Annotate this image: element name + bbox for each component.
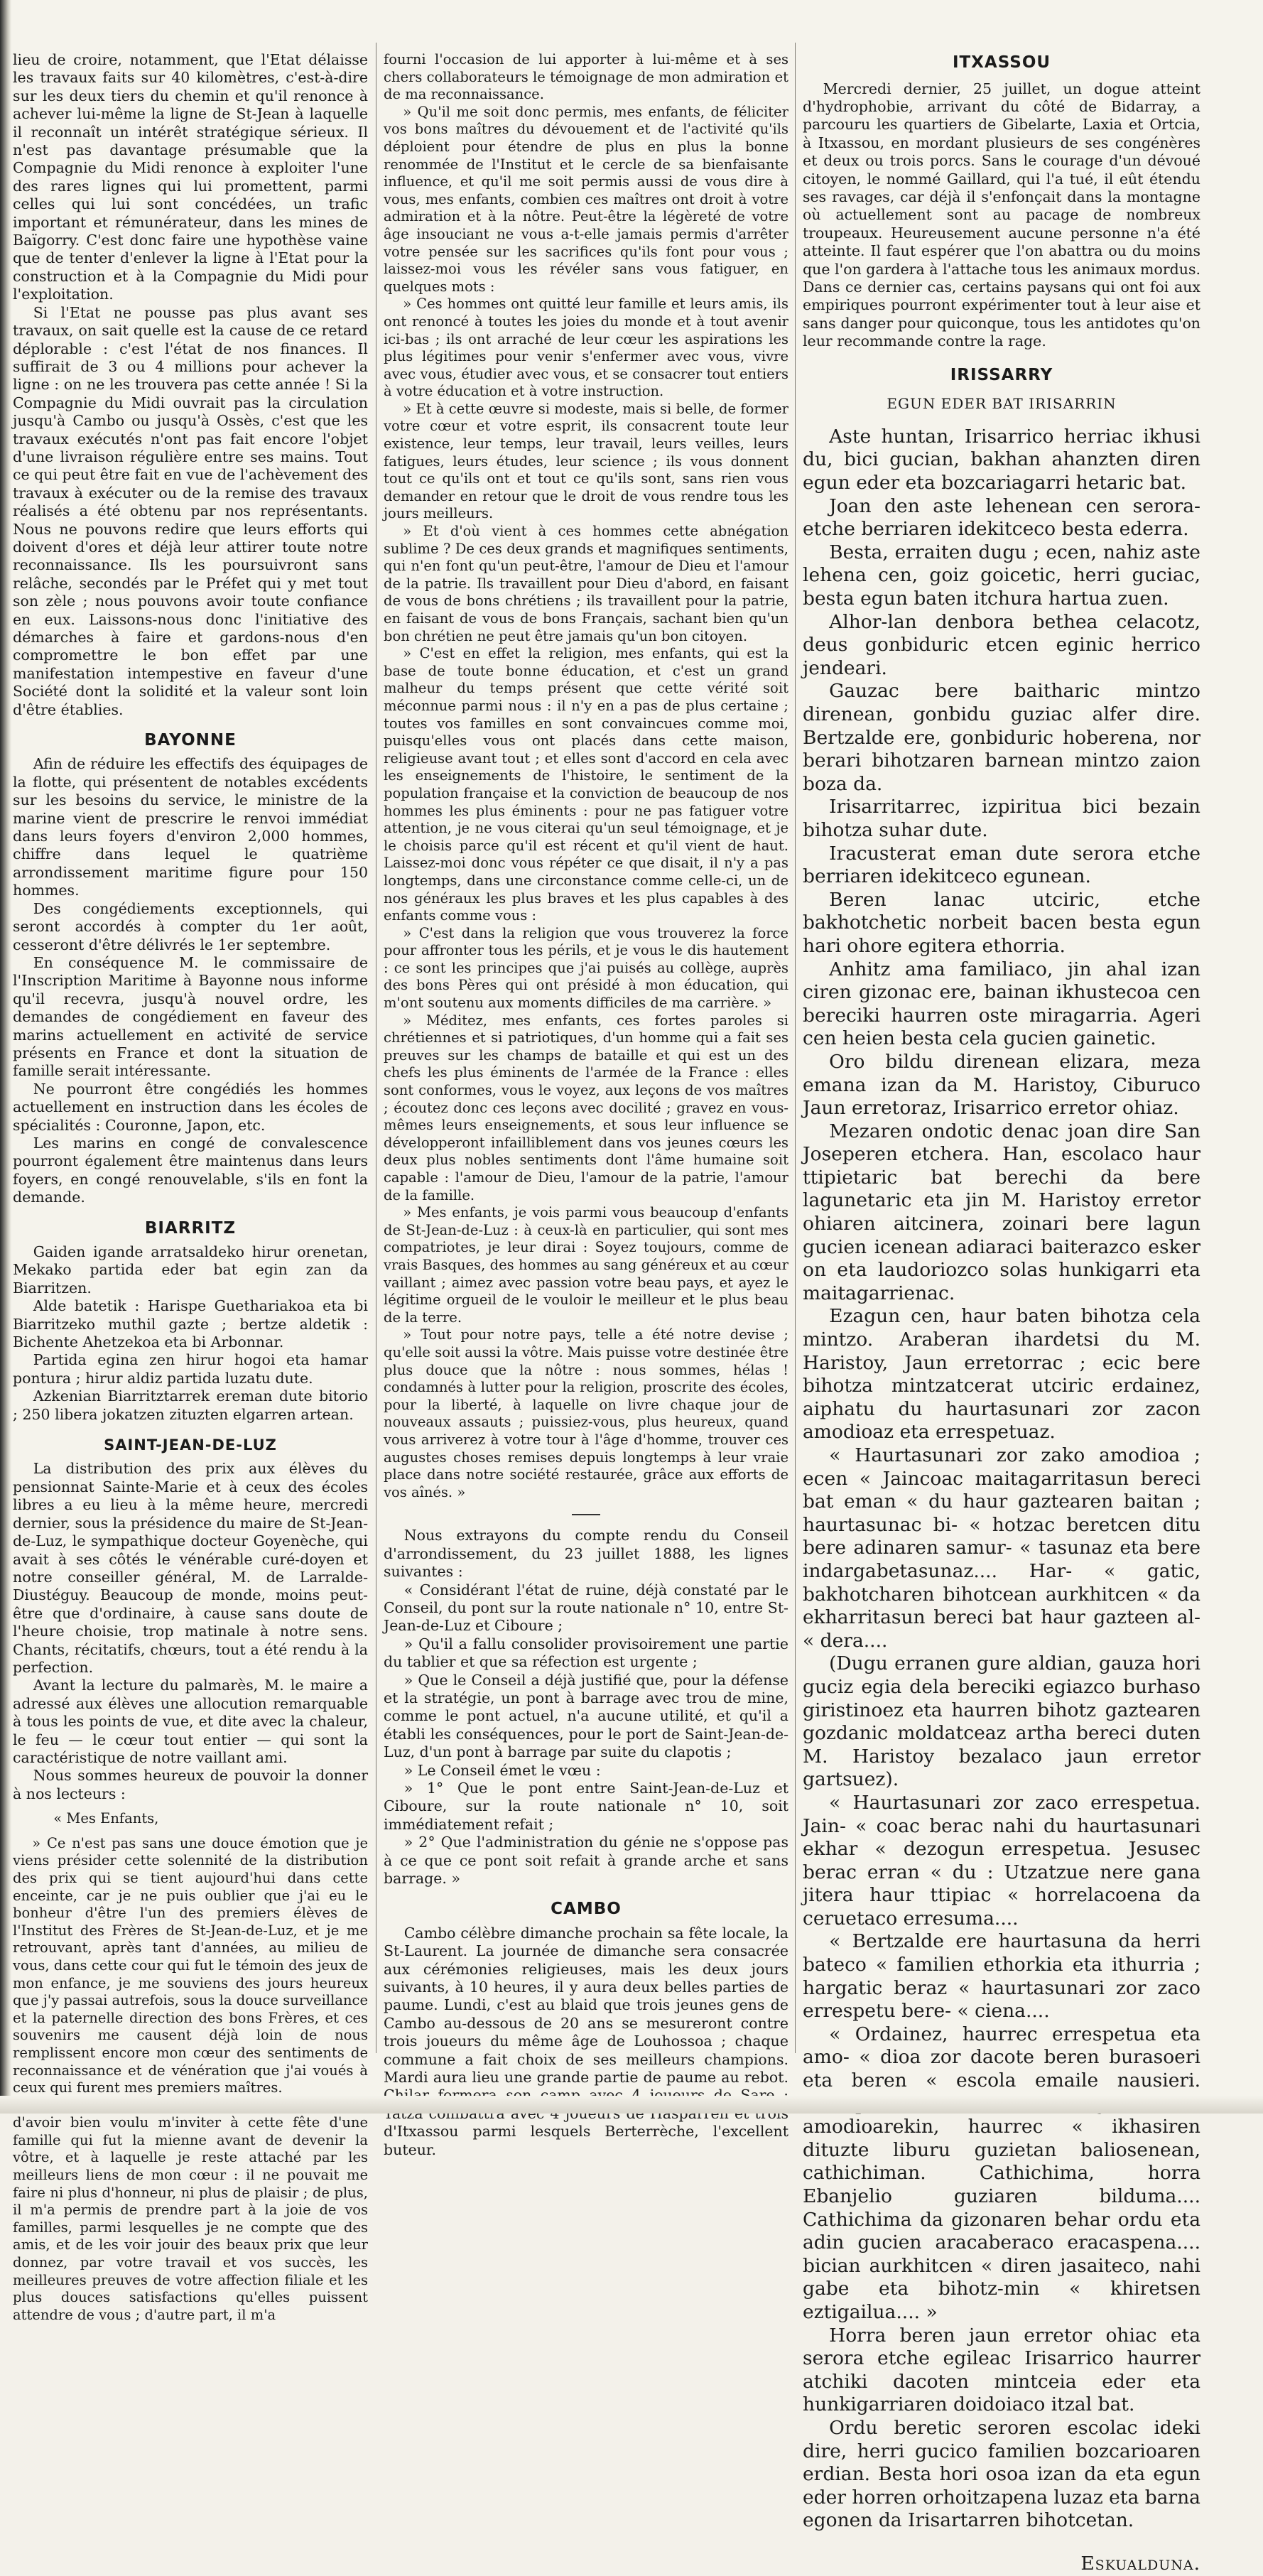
speech-paragraph: d'avoir bien voulu m'inviter à cette fête d'une famille qui fut la mienne avant de devenir la vôtre, et à laquelle je reste attaché par les meilleurs liens de mon cœur : il ne pouvait me faire ni plus d'honneur, ni plus de plaisir ; de plus, il m'a permis de prendre part à la joie de vos familles, parmi lesquelles je ne compte que des amis, et de les voir jouir des beaux prix que leur donnez, par votre travail et vos succès, les meilleures preuves de votre affection filiale et les plus douces satisfactions qu'elles puissent attendre de vous ; d'autre part, il m'a xyxy=(13,2114,368,2323)
article-paragraph: Les marins en congé de convalescence pourront également être maintenus dans leurs foyers, en congé renouvelable, s'ils en font la demande. xyxy=(13,1134,368,1206)
article-paragraph: Mercredi dernier, 25 juillet, un dogue atteint d'hydrophobie, arrivant du côté de Bidarray, a parcouru les quartiers de Gibelarte, Laxia et Ortcia, à Itxassou, en mordant plusieurs de ses congénères et deux ou trois porcs. Sans le courage d'un dévoué citoyen, le nommé Gaillard, qui l'a tué, il eût étendu ses ravages, car déjà il s'enfonçait dans la montagne où actuellement sont au pacage de nombreux troupeaux. Heureusement aucune personne n'a été atteinte. Il faut espérer que l'on abattra ou du moins que l'on gardera à l'attache tous les animaux mordus. Dans ce dernier cas, certains paysans qui ont foi aux empiriques pourront expérimenter tout à leur aise et sans danger pour quiconque, tous les antidotes qu'on leur recommande contre la rage. xyxy=(803,80,1200,350)
section-divider xyxy=(572,1514,600,1515)
article-paragraph: Oro bildu direnean elizara, meza emana izan da M. Haristoy, Ciburuco Jaun erretoraz, Irisarrico erretor ohiaz. xyxy=(803,1050,1200,1120)
page-bottom-edge xyxy=(0,2096,1263,2114)
article-paragraph: » Le Conseil émet le vœu : xyxy=(403,1761,601,1779)
article-paragraph: Beren lanac utciric, etche bakhotchetic norbeit bacen besta egun hari ohore egitera ethorria. xyxy=(803,888,1200,957)
column-left xyxy=(13,51,368,2323)
article-paragraph: En conséquence M. le commissaire de l'Inscription Maritime à Bayonne nous informe qu'il recevra, jusqu'à nouvel ordre, les demandes de congédiement en faveur des marins actuellement en activité de service présents en France et dont la situation de famille serait intéressante. xyxy=(13,953,368,1080)
speech-salutation: « Mes Enfants, xyxy=(53,1810,159,1827)
article-paragraph: » 2° Que l'administration du génie ne s'oppose pas à ce que ce pont soit refait à grande arche et sans barrage. » xyxy=(384,1834,788,1887)
section-heading-itxassou: ITXASSOU xyxy=(952,53,1051,72)
speech-paragraph: » Et à cette œuvre si modeste, mais si belle, de former votre cœur et votre esprit, ils consacrent toute leur existence, leur temps, leur travail, leurs veilles, leurs fatigues, leurs études, leur science ; ils vous donnent tout ce qu'ils ont et tout ce qu'ils sont, sans rien vous demander en retour que le droit de vous rendre tous les jours meilleurs. xyxy=(384,400,788,522)
article-paragraph: » Qu'il a fallu consolider provisoirement une partie du tablier et que sa réfection est urgente ; xyxy=(384,1635,788,1671)
speech-paragraph: » Mes enfants, je vois parmi vous beaucoup d'enfants de St-Jean-de-Luz : à ceux-là en particulier, qui sont mes compatriotes, je leur dirai : Soyez toujours, comme de vrais Basques, des hommes au sang généreux et au cœur vaillant ; aimez avec passion votre beau pays, et ayez le légitime orgueil de le vouloir le meilleur et le plus beau de la terre. xyxy=(384,1204,788,1326)
quoted-paragraph: « Haurtasunari zor zako amodioa ; ecen « Jaincoac maitagarritasun bereci bat eman « du haur gaztearen baitan ; haurtasunac bi- « hotzac beretcen ditu bere adinaren samur- « tasunaz eta bere indargabetasunaz.... Har- « gatic, bakhotcharen bihotcean aurkhitcen « da ekharritasun bereci bat haur gazteen al- « dera.... xyxy=(803,1444,1200,1652)
speech-paragraph: » Et d'où vient à ces hommes cette abnégation sublime ? De ces deux grands et magnifiques sentiments, qui n'en font qu'un peut-être, l'amour de Dieu et l'amour de la patrie. Ils travaillent pour Dieu d'abord, en faisant de vous de bons chrétiens ; ils travaillent pour la patrie, en faisant de vous de bons Français, sachant bien qu'un bon chrétien ne peut être jamais qu'un bon citoyen. xyxy=(384,523,788,644)
article-paragraph: Nous extrayons du compte rendu du Conseil d'arrondissement, du 23 juillet 1888, les lignes suivantes : xyxy=(384,1527,788,1581)
speech-paragraph: fourni l'occasion de lui apporter à lui-même et à ses chers collaborateurs le témoignage de mon admiration et de ma reconnaissance. xyxy=(384,51,788,103)
article-paragraph: Nous sommes heureux de pouvoir la donner à nos lecteurs : xyxy=(13,1767,368,1802)
column-right xyxy=(803,51,1200,2575)
article-paragraph: Iracusterat eman dute serora etche berriaren idekitceco egunean. xyxy=(803,842,1200,888)
article-paragraph: Irisarritarrec, izpiritua bici bezain bihotza suhar dute. xyxy=(803,796,1200,841)
quoted-paragraph: « Ordainez, haurrec errespetua eta amo- « dioa zor dacote beren burasoeri eta beren « escola emaile nausieri. amodioarekin, haurrec « ikhasiren dituzte liburu guzietan baliosenean, cathichiman. Cathichima, horra Ebanjelio guziaren bilduma.... Cathichima da gizonaren behar ordu eta adin gucien aracaberaco eracaspena.... bician aurkhitcen « diren jasaiteco, nahi gabe eta bihotz-min « khiretsen eztigailua.... » xyxy=(803,2023,1200,2323)
quoted-paragraph: « Bertzalde ere haurtasuna da herri bateco « familien ethorkia eta ithurria ; hargatic beraz « haurtasunari zor zaco errespetu bere- « ciena.... xyxy=(803,1930,1200,2023)
article-paragraph: Ne pourront être congédiés les hommes actuellement en instruction dans les écoles de spécialités : Couronne, Japon, etc. xyxy=(13,1080,368,1134)
article-paragraph: « Considérant l'état de ruine, déjà constaté par le Conseil, du pont sur la route nationale n° 10, entre St-Jean-de-Luz et Ciboure ; xyxy=(384,1581,788,1635)
article-paragraph: (Dugu erranen gure aldian, gauza hori guciz egia dela bereciki egiazco burhaso giristinoez eta haurren bihotz gaztearen gozdanic moldatceaz artha bereci duten M. Haristoy bezalaco jaun erretor gartsuez). xyxy=(803,1652,1200,1791)
article-paragraph: Ordu beretic seroren escolac ideki dire, herri gucico familien bozcarioaren erdian. Besta hori osoa izan da eta egun eder horren orhoitzapena luzaz eta barna egonen da Irisartarren bihotcetan. xyxy=(803,2416,1200,2532)
article-signature: Eskualduna. xyxy=(1080,2552,1200,2575)
quoted-paragraph: « Haurtasunari zor zaco errespetua. Jain- « coac berac nahi du haurtasunari ekhar « dezogun errespetua. Jesusec berac erran « du : Utzatzue nere gana jitera haur ttipiac « horrelacoena da ceruetaco erresuma.... xyxy=(803,1791,1200,1930)
speech-paragraph: » C'est dans la religion que vous trouverez la force pour affronter tous les périls, et je vous le dis hautement : ce sont les principes que j'ai puisés au collège, auprès des bons Pères qui ont présidé à mon éducation, qui m'ont soutenu aux moments difficiles de ma carrière. » xyxy=(384,924,788,1012)
speech-paragraph: » Méditez, mes enfants, ces fortes paroles si chrétiennes et si patriotiques, d'un homme qui a fait ses preuves sur les champs de bataille et qui est un des chefs les plus éminents de l'armée de la France : elles sont conformes, vous le voyez, aux leçons de vos maîtres ; écoutez donc ces leçons avec docilité ; gravez en vous-mêmes leurs enseignements, et sous leur influence se développeront infailliblement dans vos jeunes cœurs les deux plus nobles sentiments dont l'âme humaine soit capable : l'amour de Dieu, l'amour de la patrie, l'amour de la famille. xyxy=(384,1012,788,1203)
article-paragraph: Aste huntan, Irisarrico herriac ikhusi du, bici gucian, bakhan ahanzten diren egun eder eta bozcariagarri hetaric bat. xyxy=(803,425,1200,494)
section-heading-irissarry: IRISSARRY xyxy=(950,365,1053,384)
article-paragraph: » Que le Conseil a déjà justifié que, pour la défense et la stratégie, un pont à barrage avec trou de mine, comme le pont actuel, n'a aucune utilité, et qu'il a établi les conséquences, pour le port de Saint-Jean-de-Luz, d'un pont à barrage par suite du clapotis ; xyxy=(384,1671,788,1761)
article-paragraph: » 1° Que le pont entre Saint-Jean-de-Luz et Ciboure, sur la route nationale n° 10, soit immédiatement refait ; xyxy=(384,1779,788,1833)
section-heading-bayonne: BAYONNE xyxy=(144,731,237,750)
speech-paragraph: » Ce n'est pas sans une douce émotion que je viens présider cette solennité de la distribution des prix qui se tient aujourd'hui dans cette enceinte, car je ne puis oublier que j'ai eu le bonheur d'être l'un des premiers élèves de l'Institut des Frères de St-Jean-de-Luz, et je me retrouvant, après tant d'années, au milieu de vous, dans cette cour qui fut le témoin des jeux de mon enfance, je me souviens des jours heureux que j'y passai autrefois, sous la douce surveillance et la paternelle direction des bons Frères, et ces souvenirs me causent déjà loin de nous remplissent encore mon cœur des sentiments de reconnaissance et de vénération que j'ai voués à ceux qui furent mes premiers maîtres. xyxy=(13,1834,368,2096)
article-paragraph: Joan den aste lehenean cen serora-etche berriaren idekitceco besta ederra. xyxy=(803,494,1200,541)
page-edge-shadow xyxy=(0,0,11,2114)
article-paragraph: Avant la lecture du palmarès, M. le maire a adressé aux élèves une allocution remarquable à tous les points de vue, et dite avec la chaleur, le feu — le cœur tout entier — qui sont la caractéristique de notre vaillant ami. xyxy=(13,1677,368,1766)
column-rule xyxy=(795,43,796,2053)
article-paragraph: Afin de réduire les effectifs des équipages de la flotte, qui présentent de notables excédents sur les besoins du service, le ministre de la marine vient de prescrire le renvoi immédiat dans leurs foyers d'environ 2,000 hommes, chiffre dans lequel le quatrième arrondissement maritime figure pour 150 hommes. xyxy=(13,755,368,899)
section-heading-cambo: CAMBO xyxy=(551,1900,622,1919)
speech-paragraph: » C'est en effet la religion, mes enfants, qui est la base de toute bonne éducation, et c'est un grand malheur du temps présent que cette vérité soit méconnue parmi nous : il n'y en a pas de plus certaine ; toutes vos familles en sont convaincues comme moi, puisqu'elles vous ont placés dans cette maison, religieuse avant tout ; et elles sont d'accord en cela avec les enseignements de l'histoire, le sentiment de la population française et la conviction de beaucoup de nos hommes les plus éminents : pour ne pas fatiguer votre attention, je ne vous citerai qu'un seul témoignage, et je le choisis parce qu'il est récent et qu'il vient de haut. Laissez-moi donc vous répéter ce que disait, il n'y a pas longtemps, dans une circonstance comme celle-ci, un de nos généraux les plus braves et les plus capables à des enfants comme vous : xyxy=(384,645,788,924)
article-paragraph: Besta, erraiten dugu ; ecen, nahiz aste lehena cen, goiz goicetic, herri guciac, besta egun baten itchura hartua zuen. xyxy=(803,541,1200,610)
article-paragraph: Alde batetik : Harispe Guethariakoa eta bi Biarritzeko muthil gazte ; bertze aldetik : Bichente Ahetzekoa eta bi Arbonnar. xyxy=(13,1297,368,1351)
article-paragraph: lieu de croire, notamment, que l'Etat délaisse les travaux faits sur 40 kilomètres, c'est-à-dire sur les deux tiers du chemin et qu'il renonce à achever lui-même la ligne de St-Jean à laquelle il reconnaît un intérêt stratégique sérieux. Il n'est pas davantage présumable que la Compagnie du Midi renonce à exploiter l'une des rares lignes qui lui promettent, parmi celles qui lui sont concédées, un trafic important et rémunérateur, dans les mines de Baïgorry. C'est donc faire une hypothèse vaine que de tenter d'enlever la ligne à l'Etat pour la construction et à la Compagnie du Midi pour l'exploitation. xyxy=(13,51,368,303)
article-paragraph: Si l'Etat ne pousse pas plus avant ses travaux, on sait quelle est la cause de ce retard déplorable : c'est l'état de nos finances. Il suffirait de 3 ou 4 millions pour achever la ligne : on ne les trouvera pas cette année ! Si la Compagnie du Midi ouvrait pas la circulation jusqu'à Cambo ou jusqu'à Ossès, c'est que les travaux exécutés n'ont pas fait encore l'objet d'une livraison régulière entre ses mains. Tout ce qui peut être fait en vue de l'achèvement des travaux à exécuter ou de la remise des travaux réalisés a été obtenu par nos représentants. Nous ne pouvons redire que leurs efforts qui doivent d'ores et déjà leur attirer toute notre reconnaissance. Ils les poursuivront sans relâche, secondés par le Préfet qui y met tout son zèle ; nous pouvons avoir toute confiance en eux. Laissons-nous donc l'initiative des démarches à faire et gardons-nous d'en compromettre le bon effet par une manifestation intempestive en faveur d'une Société dont la solidité et la valeur sont loin d'être établies. xyxy=(13,303,368,718)
section-heading-saint-jean-de-luz: SAINT-JEAN-DE-LUZ xyxy=(104,1436,277,1454)
column-middle xyxy=(384,51,788,2158)
article-paragraph: Horra beren jaun erretor ohiac eta serora etche egileac Irisarrico haurrer atchiki dacoten mintceia eder eta hunkigarriaren doidoiaco itzal bat. xyxy=(803,2324,1200,2416)
article-paragraph: Mezaren ondotic denac joan dire San Joseperen etchera. Han, escolaco haur ttipietaric bat berechi da bere lagunetaric eta jin M. Haristoy erretor ohiaren aitcinera, zoinari bere lagun gucien icenean adiaraci baiterazco esker on eta laudoriozco solas hunkigarri eta maitagarrienac. xyxy=(803,1120,1200,1304)
article-paragraph: Cambo célèbre dimanche prochain sa fête locale, la St-Laurent. La journée de dimanche sera consacrée aux cérémonies religieuses, mais les deux jours suivants, à 10 heures, il y aura deux belles parties de paume. Lundi, c'est au blaid que trois jeunes gens de Cambo au-dessous de 20 ans se mesureront contre trois joueurs du même âge de Louhossoa ; chaque commune a fait choix de ses meilleurs champions. Mardi aura lieu une grande partie de paume au rebot. d'Itxassou parmi lesquels Berterrèche, l'excellent buteur. xyxy=(384,1924,788,2158)
section-heading-biarritz: BIARRITZ xyxy=(144,1218,237,1238)
speech-paragraph: » Qu'il me soit donc permis, mes enfants, de féliciter vos bons maîtres du dévouement et de l'activité qu'ils déploient pour étendre de plus en plus la bonne renommée de l'Institut et le cercle de sa bienfaisante influence, et qu'il me soit permis aussi de vous dire à vous, mes enfants, combien ces maîtres ont droit à votre admiration et à la nôtre. Peut-être la légèreté de votre âge insouciant ne vous a-t-elle jamais permis d'arrêter votre pensée sur les sacrifices qu'ils font pour vous ; laissez-moi vous les révéler sans vous fatiguer, en quelques mots : xyxy=(384,103,788,295)
article-paragraph: Azkenian Biarritztarrek ereman dute bitorio ; 250 libera jokatzen zituzten elgarren artean. xyxy=(13,1387,368,1423)
article-paragraph: Ezagun cen, haur baten bihotza cela mintzo. Araberan ihardetsi du M. Haristoy, Jaun erretorrac ; ecic bere bihotza mintzatcerat utciric erdainez, aiphatu du haurtasunari zor zacon amodioaz eta errespetuaz. xyxy=(803,1305,1200,1444)
article-paragraph: Anhitz ama familiaco, jin ahal izan ciren gizonac ere, bainan ikhustecoa cen bereciki haurren oste miragarria. Ageri cen heien besta cela gucien gainetic. xyxy=(803,958,1200,1050)
article-paragraph: Partida egina zen hirur hogoi eta hamar pontura ; hirur aldiz partida luzatu dute. xyxy=(13,1351,368,1387)
article-paragraph: Alhor-lan denbora bethea celacotz, deus gonbiduric etcen eginic herrico jendeari. xyxy=(803,610,1200,679)
article-paragraph: Gaiden igande arratsaldeko hirur orenetan, Mekako partida eder bat egin zan da Biarritzen. xyxy=(13,1243,368,1297)
article-paragraph: Gauzac bere baitharic mintzo direnean, gonbidu guziac alfer dire. Bertzalde ere, gonbiduric hoberena, nor berari bihotzaren barnean mintzo zaion boza da. xyxy=(803,680,1200,795)
speech-paragraph: » Tout pour notre pays, telle a été notre devise ; qu'elle soit aussi la vôtre. Mais puisse votre destinée être plus douce que la nôtre : nous sommes, hélas ! condamnés à lutter pour la religion, proscrite des écoles, pour la liberté, à laquelle on livre chaque jour de nouveaux assauts ; puissiez-vous, plus heureux, quand vous arriverez à votre tour à l'âge d'homme, trouver ces augustes choses remises depuis longtemps à leur vraie place dans notre société restaurée, grâce aux efforts de vos aînés. » xyxy=(384,1326,788,1500)
speech-paragraph: » Ces hommes ont quitté leur famille et leurs amis, ils ont renoncé à toutes les joies du monde et à tout avenir ici-bas ; ils ont arraché de leur cœur les aspirations les plus légitimes pour venir s'enfermer avec vous, vivre avec vous, étudier avec vous, et se consacrer tout entiers à votre éducation et à votre instruction. xyxy=(384,296,788,400)
article-paragraph: Des congédiements exceptionnels, qui seront accordés à compter du 1er août, cesseront d'être délivrés le 1er septembre. xyxy=(13,899,368,953)
article-subheading: EGUN EDER BAT IRISARRIN xyxy=(887,395,1117,413)
article-paragraph: La distribution des prix aux élèves du pensionnat Sainte-Marie et à ceux des écoles libres a eu lieu à la même heure, mercredi dernier, sous la présidence du maire de St-Jean-de-Luz, le sympathique docteur Goyenèche, qui avait à ses côtés le vénérable curé-doyen et notre conseiller général, M. de Larralde-Diustéguy. Beaucoup de monde, moins peut-être que d'ordinaire, à cause sans doute de l'heure choisie, trop matinale à notre sens. Chants, récitatifs, chœurs, tout a été rendu à la perfection. xyxy=(13,1460,368,1676)
